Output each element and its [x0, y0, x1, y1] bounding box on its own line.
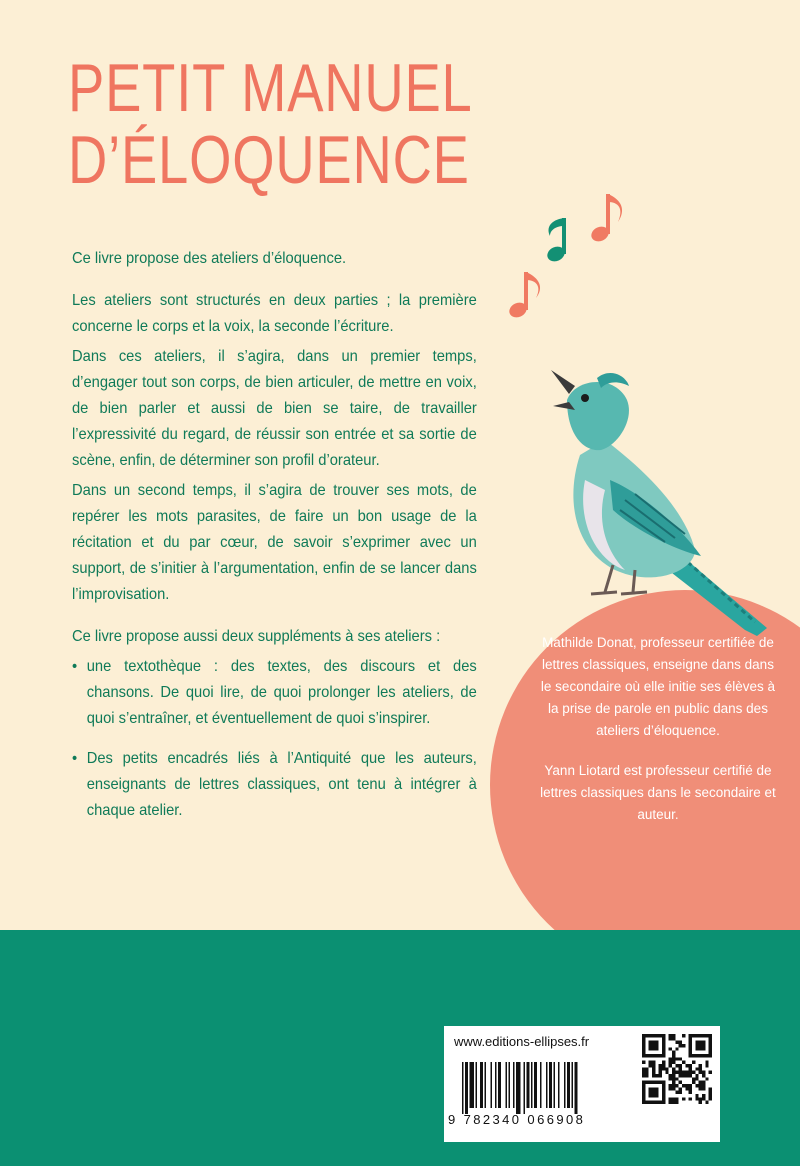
qr-module	[695, 1094, 698, 1097]
qr-module	[709, 1091, 712, 1094]
qr-module	[699, 1047, 702, 1050]
qr-module	[672, 1087, 675, 1090]
qr-module	[669, 1037, 672, 1040]
qr-module	[659, 1034, 662, 1037]
music-notes-icon	[500, 180, 640, 330]
qr-module	[709, 1051, 712, 1054]
barcode-bar	[546, 1062, 548, 1108]
qr-module	[672, 1034, 675, 1037]
qr-module	[675, 1077, 678, 1080]
list-item	[72, 746, 477, 824]
qr-module	[675, 1084, 678, 1087]
qr-module	[672, 1077, 675, 1080]
barcode-bar	[480, 1062, 483, 1108]
barcode-bar	[540, 1062, 542, 1108]
barcode-bar	[531, 1062, 533, 1108]
qr-module	[662, 1097, 665, 1100]
qr-module	[699, 1097, 702, 1100]
qr-module	[709, 1071, 712, 1074]
qr-module	[682, 1097, 685, 1100]
barcode-bar	[558, 1062, 560, 1108]
qr-module	[662, 1061, 665, 1064]
qr-module	[659, 1064, 662, 1067]
publisher-url: www.editions-ellipses.fr	[454, 1034, 590, 1049]
qr-module	[709, 1087, 712, 1090]
qr-module	[695, 1077, 698, 1080]
qr-module	[675, 1097, 678, 1100]
qr-module	[695, 1047, 698, 1050]
qr-module	[689, 1074, 692, 1077]
qr-module	[652, 1101, 655, 1104]
qr-module	[689, 1091, 692, 1094]
qr-module	[649, 1034, 652, 1037]
qr-module	[702, 1084, 705, 1087]
qr-module	[695, 1067, 698, 1070]
barcode-bar	[470, 1062, 475, 1108]
qr-module	[699, 1041, 702, 1044]
qr-module	[685, 1087, 688, 1090]
qr-module	[649, 1094, 652, 1097]
qr-module	[702, 1097, 705, 1100]
qr-module	[679, 1064, 682, 1067]
barcode-bar	[524, 1062, 526, 1114]
qr-module	[692, 1071, 695, 1074]
qr-module	[699, 1101, 702, 1104]
list-item	[72, 654, 477, 732]
qr-module	[662, 1084, 665, 1087]
qr-module	[705, 1034, 708, 1037]
qr-module	[642, 1067, 645, 1070]
barcode-bar	[498, 1062, 501, 1108]
author-bio	[540, 632, 776, 844]
qr-module	[649, 1091, 652, 1094]
qr-module	[672, 1071, 675, 1074]
barcode-bar	[527, 1062, 530, 1108]
qr-module	[682, 1034, 685, 1037]
qr-module	[672, 1051, 675, 1054]
qr-module	[689, 1067, 692, 1070]
barcode-bar	[506, 1062, 508, 1108]
book-title-line-2: D’ÉLOQUENCE	[68, 122, 470, 199]
qr-module	[669, 1074, 672, 1077]
qr-module	[642, 1044, 645, 1047]
qr-module	[649, 1061, 652, 1064]
barcode-bar	[549, 1062, 552, 1108]
qr-module	[649, 1054, 652, 1057]
qr-module	[702, 1081, 705, 1084]
qr-module	[689, 1054, 692, 1057]
qr-module	[675, 1091, 678, 1094]
qr-module	[685, 1074, 688, 1077]
qr-module	[642, 1051, 645, 1054]
qr-module	[645, 1067, 648, 1070]
qr-module	[685, 1084, 688, 1087]
qr-module	[689, 1097, 692, 1100]
music-note-icon	[507, 272, 540, 320]
qr-module	[662, 1034, 665, 1037]
qr-module	[702, 1047, 705, 1050]
qr-module	[702, 1094, 705, 1097]
qr-module	[675, 1041, 678, 1044]
blurb-first-part: Dans ces ateliers, il s’agira, dans un premier temps, d’engager tout son corps, de bien articuler, de mettre en voix, de bien parler et aussi de bien se taire, de travailler l’expressivité du regard, de réussir son entrée et sa sortie de scène, enfin, de déterminer son profil d’orateur.	[72, 348, 477, 469]
qr-module	[662, 1044, 665, 1047]
qr-module	[679, 1087, 682, 1090]
book-title	[68, 50, 484, 199]
qr-module	[655, 1034, 658, 1037]
qr-module	[642, 1081, 645, 1084]
barcode-bar	[554, 1062, 556, 1108]
qr-module	[705, 1064, 708, 1067]
blurb-intro: Ce livre propose des ateliers d’éloquence.	[72, 250, 347, 267]
barcode-bar	[567, 1062, 570, 1108]
qr-module	[695, 1054, 698, 1057]
qr-module	[709, 1037, 712, 1040]
qr-module	[675, 1064, 678, 1067]
list-item-text: une textothèque : des textes, des discours et des chansons. De quoi lire, de quoi prolonger les ateliers, de quoi s’entraîner, et éventuellement de quoi s’inspirer.	[86, 658, 477, 727]
qr-module	[642, 1084, 645, 1087]
qr-module	[699, 1087, 702, 1090]
qr-module	[649, 1081, 652, 1084]
qr-module	[659, 1081, 662, 1084]
qr-module	[659, 1074, 662, 1077]
qr-module	[652, 1047, 655, 1050]
qr-module	[699, 1067, 702, 1070]
qr-module	[652, 1034, 655, 1037]
qr-module	[689, 1051, 692, 1054]
qr-module	[655, 1041, 658, 1044]
qr-module	[645, 1071, 648, 1074]
qr-module	[655, 1047, 658, 1050]
qr-module	[669, 1057, 672, 1060]
qr-module	[672, 1057, 675, 1060]
isbn-number: 9 782340 066908	[448, 1112, 586, 1127]
barcode-bar	[516, 1062, 521, 1114]
qr-module	[695, 1084, 698, 1087]
qr-module	[649, 1087, 652, 1090]
qr-module	[652, 1094, 655, 1097]
qr-module	[662, 1047, 665, 1050]
qr-module	[679, 1081, 682, 1084]
qr-module	[679, 1067, 682, 1070]
qr-module	[669, 1087, 672, 1090]
qr-module	[672, 1084, 675, 1087]
qr-module	[705, 1101, 708, 1104]
qr-module	[692, 1054, 695, 1057]
qr-module	[685, 1071, 688, 1074]
music-note-icon	[545, 218, 567, 264]
qr-module	[655, 1074, 658, 1077]
qr-module	[689, 1041, 692, 1044]
qr-module	[645, 1034, 648, 1037]
qr-module	[655, 1091, 658, 1094]
qr-module	[645, 1054, 648, 1057]
qr-module	[689, 1037, 692, 1040]
qr-module	[672, 1081, 675, 1084]
qr-module	[709, 1034, 712, 1037]
qr-module	[662, 1067, 665, 1070]
qr-module	[692, 1034, 695, 1037]
qr-module	[699, 1081, 702, 1084]
barcode-bar	[465, 1062, 468, 1114]
qr-module	[672, 1067, 675, 1070]
qr-code-icon	[642, 1034, 712, 1104]
qr-module	[709, 1094, 712, 1097]
qr-module	[662, 1064, 665, 1067]
qr-module	[655, 1054, 658, 1057]
qr-module	[642, 1041, 645, 1044]
qr-module	[659, 1054, 662, 1057]
qr-module	[705, 1077, 708, 1080]
qr-module	[655, 1081, 658, 1084]
qr-module	[655, 1044, 658, 1047]
supplements-list	[72, 654, 477, 824]
qr-module	[699, 1034, 702, 1037]
qr-module	[699, 1044, 702, 1047]
qr-module	[682, 1084, 685, 1087]
qr-module	[642, 1091, 645, 1094]
barcode-panel	[444, 1026, 720, 1142]
barcode-bar	[575, 1062, 578, 1114]
blurb	[72, 246, 477, 838]
qr-module	[699, 1084, 702, 1087]
qr-module	[665, 1071, 668, 1074]
qr-module	[669, 1034, 672, 1037]
qr-module	[669, 1061, 672, 1064]
qr-module	[695, 1044, 698, 1047]
qr-module	[662, 1094, 665, 1097]
qr-module	[652, 1074, 655, 1077]
qr-module	[652, 1081, 655, 1084]
qr-module	[652, 1091, 655, 1094]
qr-module	[645, 1101, 648, 1104]
qr-module	[672, 1074, 675, 1077]
qr-module	[692, 1061, 695, 1064]
qr-module	[642, 1047, 645, 1050]
qr-module	[672, 1097, 675, 1100]
qr-module	[669, 1084, 672, 1087]
barcode-bar	[476, 1062, 478, 1108]
qr-module	[662, 1054, 665, 1057]
qr-module	[642, 1087, 645, 1090]
qr-module	[675, 1057, 678, 1060]
qr-module	[685, 1064, 688, 1067]
qr-module	[709, 1041, 712, 1044]
qr-module	[649, 1041, 652, 1044]
qr-module	[679, 1057, 682, 1060]
qr-module	[642, 1061, 645, 1064]
qr-module	[692, 1081, 695, 1084]
qr-module	[672, 1061, 675, 1064]
qr-module	[669, 1101, 672, 1104]
qr-module	[679, 1041, 682, 1044]
qr-module	[709, 1097, 712, 1100]
qr-module	[642, 1071, 645, 1074]
blurb-second-part: Dans un second temps, il s’agira de trouver ses mots, de repérer les mots parasites, de faire un bon usage de la récitation et du par cœur, de savoir s’exprimer avec un support, de s’initier à l’argumentation, enfin de se lancer dans l’improvisation.	[72, 482, 477, 603]
qr-module	[669, 1097, 672, 1100]
qr-module	[652, 1044, 655, 1047]
barcode-bar	[462, 1062, 464, 1114]
qr-module	[695, 1097, 698, 1100]
qr-module	[652, 1067, 655, 1070]
qr-module	[682, 1074, 685, 1077]
qr-module	[669, 1047, 672, 1050]
qr-module	[642, 1094, 645, 1097]
barcode-bar	[564, 1062, 566, 1108]
qr-module	[662, 1087, 665, 1090]
list-item-text: Des petits encadrés liés à l’Antiquité que les auteurs, enseignants de lettres classiques, ont tenu à intégrer à chaque atelier.	[86, 750, 477, 819]
qr-module	[705, 1061, 708, 1064]
qr-module	[702, 1034, 705, 1037]
author-bio-donat: Mathilde Donat, professeur certifiée de lettres classiques, enseigne dans dans le secondaire où elle initie ses élèves à la prise de parole en public dans des ateliers d’éloquence.	[540, 635, 776, 738]
qr-module	[652, 1071, 655, 1074]
qr-module	[642, 1034, 645, 1037]
barcode-bar	[485, 1062, 487, 1108]
qr-module	[695, 1034, 698, 1037]
qr-module	[662, 1041, 665, 1044]
qr-module	[682, 1061, 685, 1064]
qr-module	[662, 1037, 665, 1040]
qr-module	[652, 1087, 655, 1090]
barcode-bar	[509, 1062, 511, 1108]
qr-module	[695, 1074, 698, 1077]
qr-module	[689, 1084, 692, 1087]
qr-module	[652, 1041, 655, 1044]
qr-module	[652, 1061, 655, 1064]
qr-module	[662, 1051, 665, 1054]
qr-module	[662, 1101, 665, 1104]
qr-module	[689, 1064, 692, 1067]
bullet-icon: •	[72, 658, 78, 675]
qr-module	[662, 1091, 665, 1094]
qr-module	[699, 1071, 702, 1074]
qr-module	[669, 1064, 672, 1067]
qr-module	[649, 1101, 652, 1104]
qr-module	[695, 1041, 698, 1044]
barcode-bar	[513, 1062, 515, 1108]
qr-module	[659, 1067, 662, 1070]
qr-module	[689, 1087, 692, 1090]
singing-bird-illustration	[505, 360, 785, 650]
qr-module	[642, 1054, 645, 1057]
qr-module	[692, 1077, 695, 1080]
bullet-icon: •	[72, 750, 78, 767]
qr-module	[655, 1101, 658, 1104]
qr-module	[642, 1101, 645, 1104]
qr-module	[675, 1047, 678, 1050]
qr-module	[649, 1047, 652, 1050]
qr-module	[679, 1044, 682, 1047]
qr-module	[659, 1071, 662, 1074]
qr-module	[699, 1064, 702, 1067]
qr-module	[652, 1054, 655, 1057]
qr-module	[672, 1101, 675, 1104]
qr-module	[702, 1054, 705, 1057]
qr-module	[705, 1054, 708, 1057]
barcode-bar	[534, 1062, 537, 1108]
qr-module	[689, 1034, 692, 1037]
qr-module	[679, 1091, 682, 1094]
music-note-icon	[589, 194, 622, 244]
qr-module	[675, 1071, 678, 1074]
qr-module	[679, 1074, 682, 1077]
qr-module	[709, 1047, 712, 1050]
qr-module	[649, 1044, 652, 1047]
qr-module	[672, 1054, 675, 1057]
qr-module	[689, 1047, 692, 1050]
qr-module	[682, 1044, 685, 1047]
author-bio-liotard: Yann Liotard est professeur certifié de lettres classiques dans le secondaire et auteur.	[540, 763, 776, 822]
qr-module	[682, 1071, 685, 1074]
barcode-bar	[572, 1062, 574, 1108]
qr-module	[702, 1071, 705, 1074]
qr-module	[645, 1081, 648, 1084]
barcode-bar	[491, 1062, 493, 1108]
qr-module	[689, 1044, 692, 1047]
qr-module	[642, 1097, 645, 1100]
qr-module	[669, 1077, 672, 1080]
qr-module	[655, 1094, 658, 1097]
qr-module	[702, 1041, 705, 1044]
qr-module	[709, 1054, 712, 1057]
qr-module	[702, 1087, 705, 1090]
qr-module	[652, 1064, 655, 1067]
qr-module	[642, 1074, 645, 1077]
qr-module	[662, 1081, 665, 1084]
barcode-bar	[495, 1062, 497, 1108]
book-title-line-1: PETIT MANUEL	[68, 50, 473, 126]
qr-module	[699, 1054, 702, 1057]
blurb-structure: Les ateliers sont structurés en deux parties ; la première concerne le corps et la voix, la seconde l’écriture.	[72, 292, 477, 335]
qr-module	[655, 1087, 658, 1090]
blurb-supplements: Ce livre propose aussi deux suppléments à ses ateliers :	[72, 628, 441, 645]
qr-module	[672, 1037, 675, 1040]
qr-module	[679, 1071, 682, 1074]
qr-module	[659, 1101, 662, 1104]
qr-module	[709, 1044, 712, 1047]
qr-module	[702, 1074, 705, 1077]
qr-module	[702, 1044, 705, 1047]
qr-module	[665, 1067, 668, 1070]
qr-module	[649, 1064, 652, 1067]
qr-module	[642, 1037, 645, 1040]
qr-module	[689, 1071, 692, 1074]
qr-module	[675, 1101, 678, 1104]
qr-module	[645, 1074, 648, 1077]
